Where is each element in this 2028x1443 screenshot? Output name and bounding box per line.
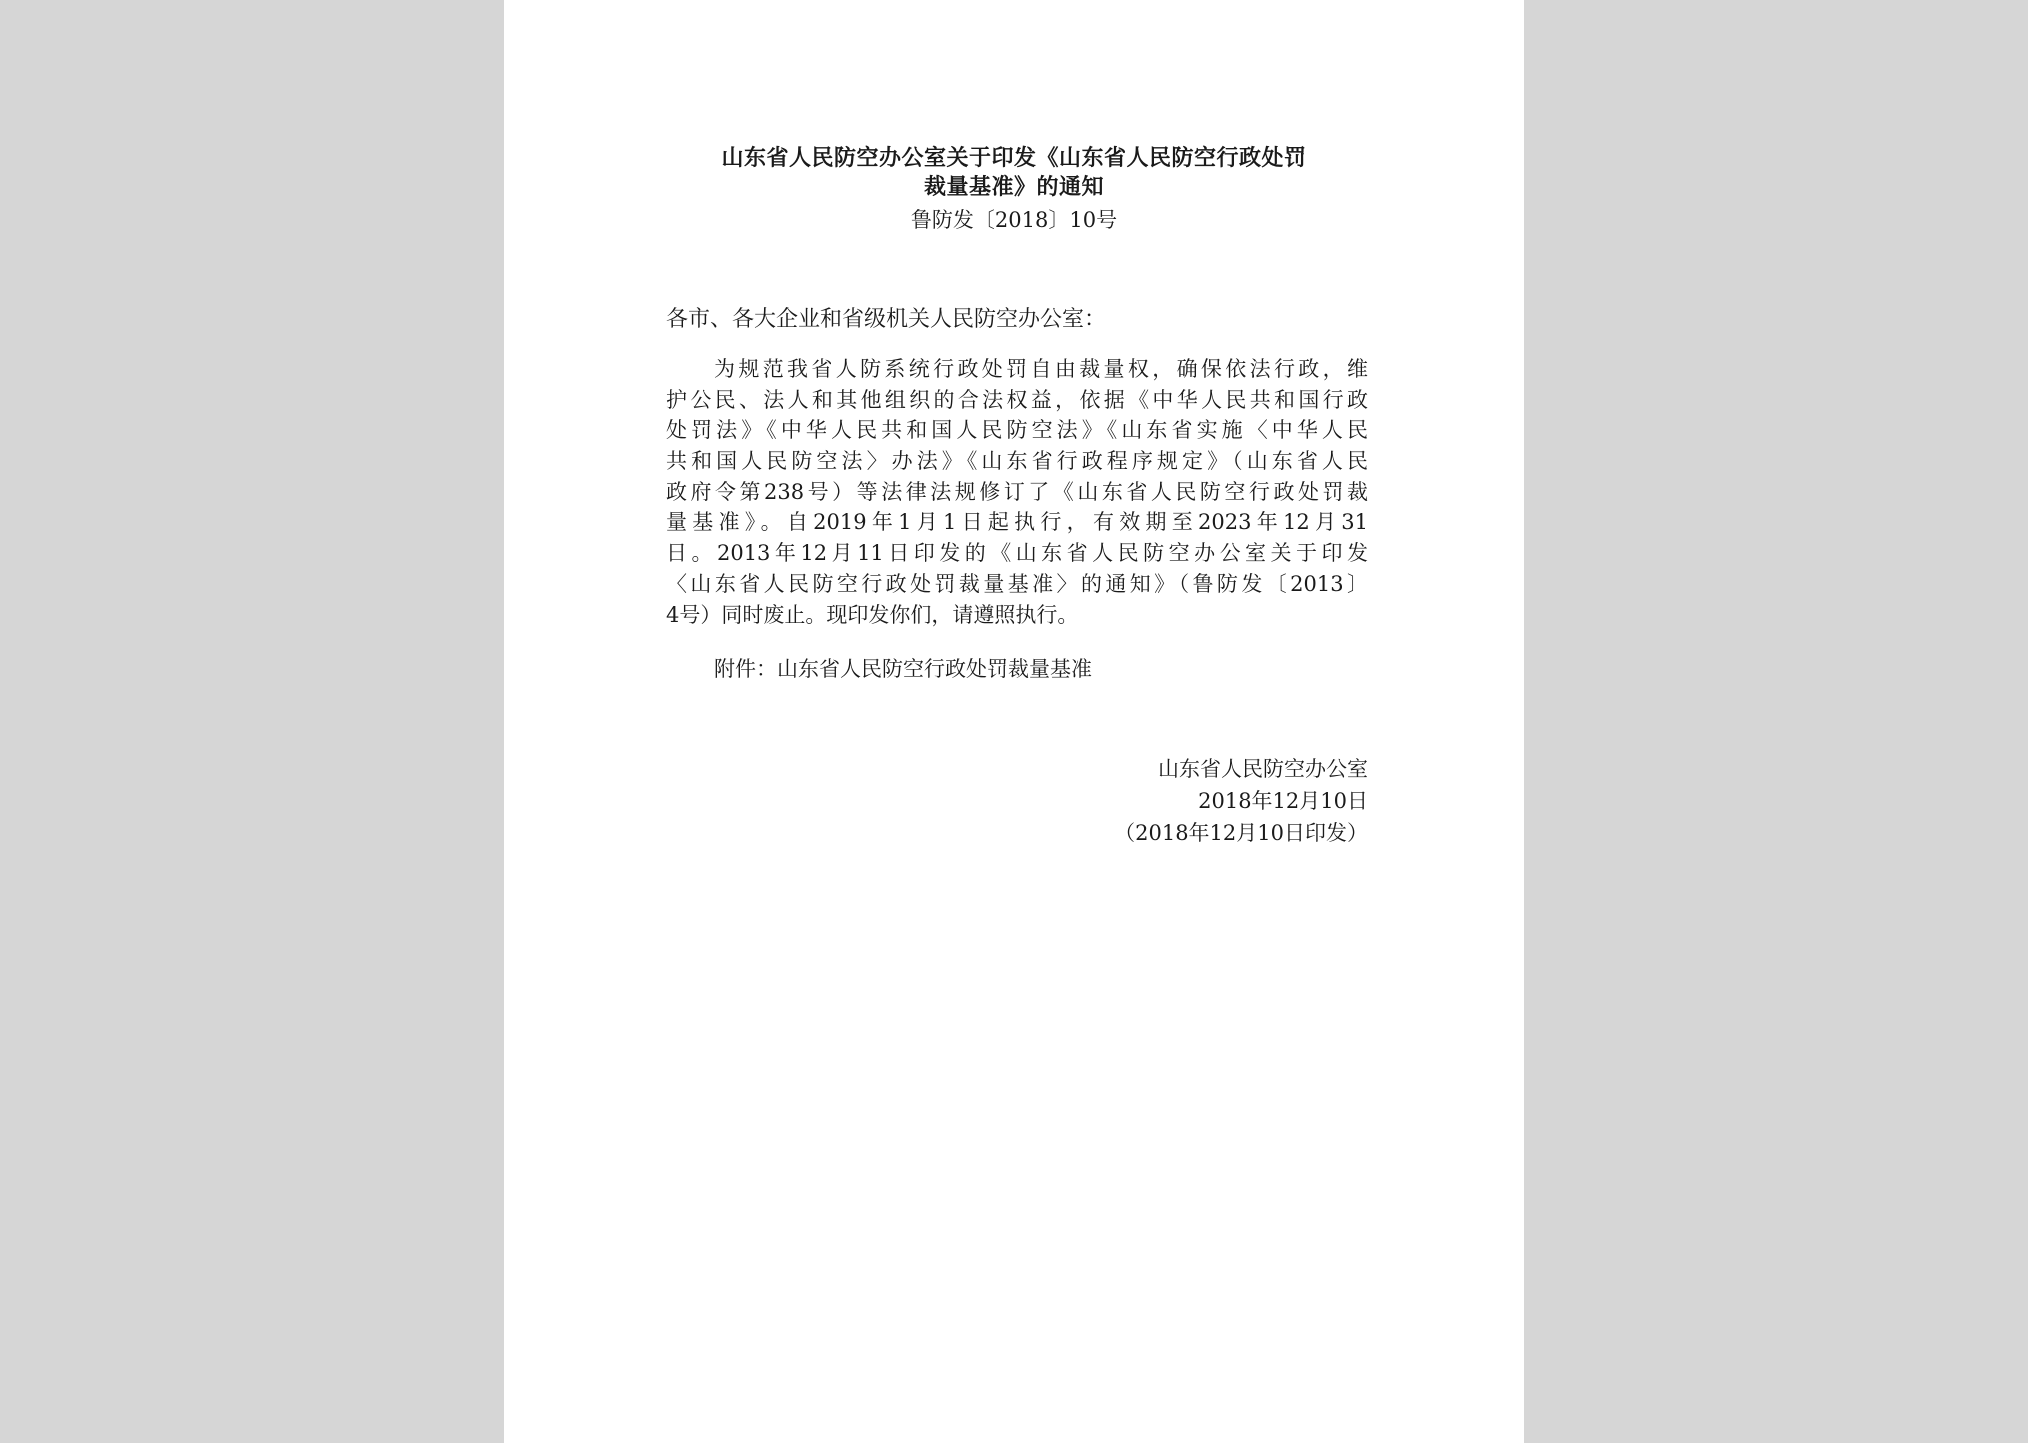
body-line: 日。2013年12月11日印发的《山东省人民防空办公室关于印发 (666, 541, 1368, 565)
body-line: 量基准》。自2019年1月1日起执行，有效期至2023年12月31 (666, 510, 1368, 534)
document-number: 鲁防发〔2018〕10号 (910, 208, 1118, 232)
document-page (504, 0, 1524, 1443)
body-line: 4号）同时废止。现印发你们，请遵照执行。 (666, 603, 1079, 627)
salutation: 各市、各大企业和省级机关人民防空办公室： (666, 307, 1107, 332)
body-line: 共和国人民防空法〉办法》《山东省行政程序规定》（山东省人民 (666, 449, 1368, 473)
attachment-line: 附件：山东省人民防空行政处罚裁量基准 (714, 657, 1092, 681)
document-title-line-2: 裁量基准》的通知 (923, 174, 1104, 200)
body-line: 处罚法》《中华人民共和国人民防空法》《山东省实施〈中华人民 (666, 418, 1368, 442)
document-title-line-1: 山东省人民防空办公室关于印发《山东省人民防空行政处罚 (721, 145, 1307, 171)
body-line: 为规范我省人防系统行政处罚自由裁量权，确保依法行政，维 (714, 357, 1368, 381)
issuer-name: 山东省人民防空办公室 (1158, 757, 1368, 781)
print-date: （2018年12月10日印发） (1114, 821, 1368, 845)
issue-date: 2018年12月10日 (1198, 789, 1368, 813)
body-line: 政府令第238号）等法律法规修订了《山东省人民防空行政处罚裁 (666, 480, 1368, 504)
body-line: 护公民、法人和其他组织的合法权益，依据《中华人民共和国行政 (666, 388, 1368, 412)
body-line: 〈山东省人民防空行政处罚裁量基准〉的通知》（鲁防发〔2013〕 (666, 572, 1368, 596)
